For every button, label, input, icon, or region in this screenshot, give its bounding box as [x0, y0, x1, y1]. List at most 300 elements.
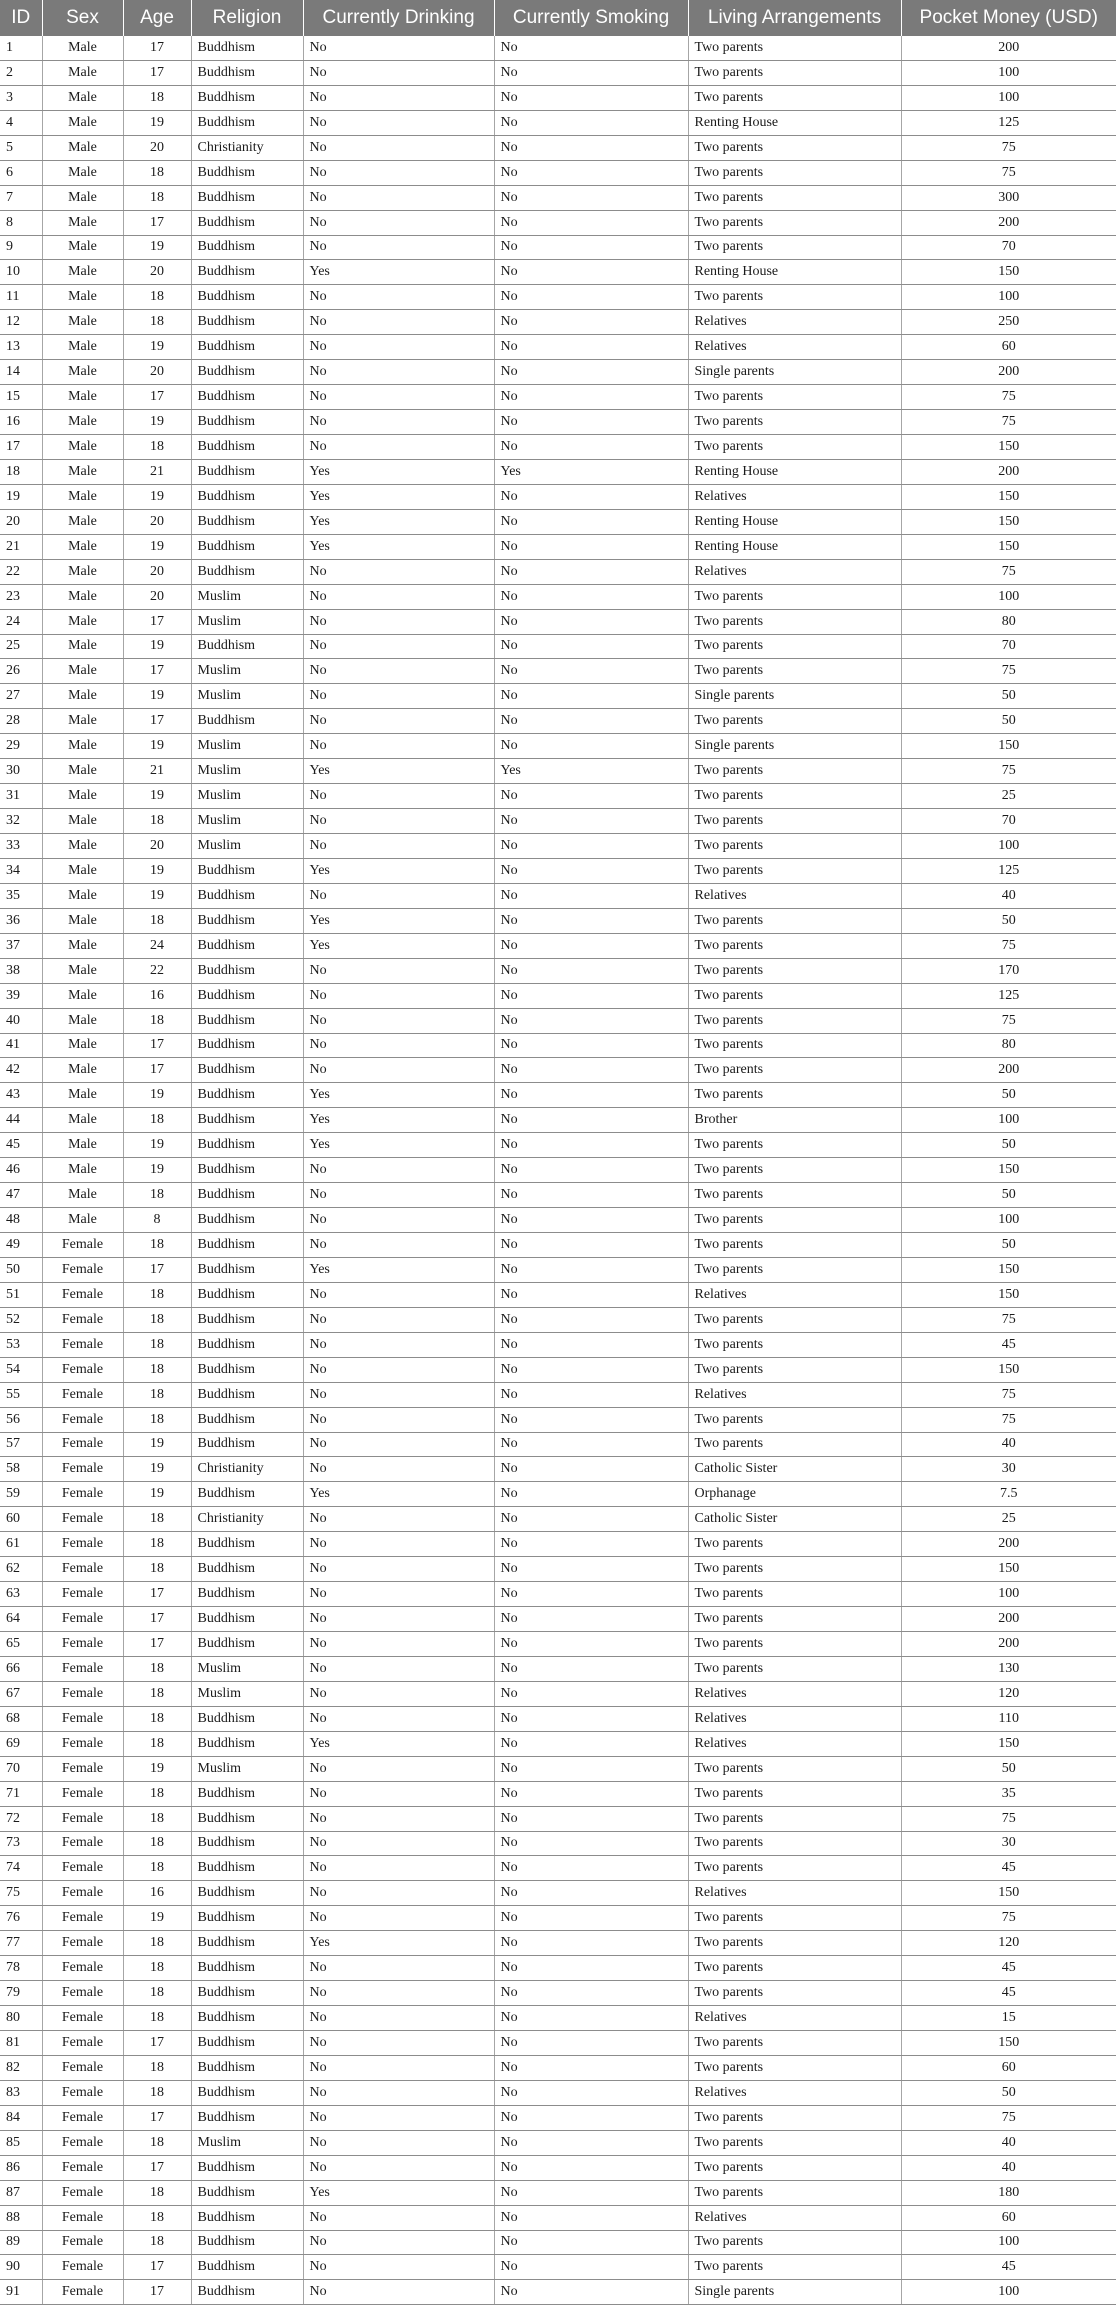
table-row [0, 1083, 1116, 1108]
cell-religion: Christianity [191, 1457, 303, 1482]
table-row [0, 1008, 1116, 1033]
cell-smoking: No [494, 1457, 688, 1482]
cell-sex: Male [42, 410, 123, 435]
cell-age: 18 [123, 435, 191, 460]
cell-drinking: No [303, 36, 494, 60]
cell-living: Two parents [688, 1058, 901, 1083]
table-row [0, 958, 1116, 983]
table-row [0, 1033, 1116, 1058]
cell-pocket-money: 40 [901, 2155, 1116, 2180]
table-row [0, 609, 1116, 634]
table-row [0, 1407, 1116, 1432]
cell-smoking: No [494, 1432, 688, 1457]
cell-age: 17 [123, 1607, 191, 1632]
cell-sex: Female [42, 2230, 123, 2255]
cell-pocket-money: 200 [901, 1058, 1116, 1083]
cell-sex: Female [42, 1607, 123, 1632]
cell-living: Relatives [688, 335, 901, 360]
cell-religion: Buddhism [191, 1282, 303, 1307]
cell-living: Two parents [688, 2105, 901, 2130]
cell-religion: Buddhism [191, 1806, 303, 1831]
cell-pocket-money: 70 [901, 634, 1116, 659]
cell-sex: Male [42, 534, 123, 559]
cell-smoking: No [494, 1033, 688, 1058]
cell-age: 17 [123, 1033, 191, 1058]
cell-pocket-money: 25 [901, 1507, 1116, 1532]
cell-id: 70 [0, 1756, 42, 1781]
table-row [0, 784, 1116, 809]
cell-id: 81 [0, 2031, 42, 2056]
cell-pocket-money: 50 [901, 709, 1116, 734]
table-row [0, 1956, 1116, 1981]
cell-smoking: No [494, 1656, 688, 1681]
cell-living: Two parents [688, 1432, 901, 1457]
cell-age: 18 [123, 2230, 191, 2255]
cell-pocket-money: 75 [901, 385, 1116, 410]
cell-sex: Female [42, 1881, 123, 1906]
cell-religion: Buddhism [191, 534, 303, 559]
cell-age: 19 [123, 858, 191, 883]
cell-age: 18 [123, 1108, 191, 1133]
table-row [0, 1781, 1116, 1806]
cell-drinking: No [303, 1158, 494, 1183]
table-row [0, 1158, 1116, 1183]
table-row [0, 1856, 1116, 1881]
table-row [0, 659, 1116, 684]
cell-age: 20 [123, 834, 191, 859]
cell-living: Two parents [688, 1931, 901, 1956]
cell-smoking: No [494, 1881, 688, 1906]
table-row [0, 435, 1116, 460]
cell-smoking: No [494, 410, 688, 435]
cell-sex: Male [42, 110, 123, 135]
cell-sex: Female [42, 1532, 123, 1557]
cell-pocket-money: 100 [901, 1108, 1116, 1133]
column-header-religion: Religion [191, 0, 303, 36]
cell-pocket-money: 30 [901, 1457, 1116, 1482]
cell-religion: Buddhism [191, 1831, 303, 1856]
cell-drinking: Yes [303, 484, 494, 509]
cell-smoking: No [494, 734, 688, 759]
cell-smoking: No [494, 1931, 688, 1956]
cell-sex: Male [42, 435, 123, 460]
cell-sex: Male [42, 310, 123, 335]
table-row [0, 933, 1116, 958]
cell-religion: Buddhism [191, 160, 303, 185]
cell-drinking: No [303, 809, 494, 834]
cell-drinking: No [303, 1781, 494, 1806]
table-row [0, 2055, 1116, 2080]
cell-drinking: No [303, 110, 494, 135]
cell-religion: Buddhism [191, 335, 303, 360]
cell-living: Two parents [688, 858, 901, 883]
cell-smoking: No [494, 310, 688, 335]
cell-sex: Male [42, 933, 123, 958]
cell-id: 11 [0, 285, 42, 310]
cell-drinking: No [303, 1357, 494, 1382]
cell-living: Brother [688, 1108, 901, 1133]
cell-drinking: No [303, 435, 494, 460]
cell-pocket-money: 60 [901, 2055, 1116, 2080]
cell-age: 18 [123, 185, 191, 210]
cell-smoking: No [494, 36, 688, 60]
cell-drinking: No [303, 2130, 494, 2155]
cell-pocket-money: 150 [901, 435, 1116, 460]
table-row [0, 85, 1116, 110]
cell-sex: Female [42, 2080, 123, 2105]
table-row [0, 210, 1116, 235]
cell-religion: Buddhism [191, 1781, 303, 1806]
cell-id: 37 [0, 933, 42, 958]
cell-drinking: Yes [303, 1482, 494, 1507]
cell-age: 18 [123, 1507, 191, 1532]
table-row [0, 2155, 1116, 2180]
cell-pocket-money: 200 [901, 1532, 1116, 1557]
table-row [0, 2180, 1116, 2205]
cell-religion: Buddhism [191, 1607, 303, 1632]
cell-religion: Buddhism [191, 310, 303, 335]
cell-pocket-money: 45 [901, 1856, 1116, 1881]
cell-age: 18 [123, 809, 191, 834]
cell-id: 44 [0, 1108, 42, 1133]
cell-drinking: No [303, 2105, 494, 2130]
cell-smoking: No [494, 2055, 688, 2080]
cell-living: Renting House [688, 534, 901, 559]
cell-religion: Buddhism [191, 1931, 303, 1956]
cell-religion: Buddhism [191, 2080, 303, 2105]
cell-living: Relatives [688, 883, 901, 908]
cell-pocket-money: 75 [901, 1407, 1116, 1432]
cell-drinking: Yes [303, 2180, 494, 2205]
cell-sex: Female [42, 2155, 123, 2180]
cell-smoking: No [494, 2230, 688, 2255]
cell-drinking: Yes [303, 1257, 494, 1282]
cell-sex: Female [42, 1756, 123, 1781]
cell-religion: Buddhism [191, 2006, 303, 2031]
cell-living: Orphanage [688, 1482, 901, 1507]
cell-religion: Buddhism [191, 2155, 303, 2180]
cell-id: 45 [0, 1133, 42, 1158]
cell-id: 13 [0, 335, 42, 360]
cell-pocket-money: 200 [901, 36, 1116, 60]
cell-age: 18 [123, 1282, 191, 1307]
cell-smoking: No [494, 435, 688, 460]
cell-id: 7 [0, 185, 42, 210]
cell-drinking: No [303, 2055, 494, 2080]
cell-age: 18 [123, 1731, 191, 1756]
cell-drinking: No [303, 1656, 494, 1681]
cell-smoking: No [494, 809, 688, 834]
table-row [0, 484, 1116, 509]
cell-sex: Female [42, 1307, 123, 1332]
cell-living: Two parents [688, 1307, 901, 1332]
cell-sex: Female [42, 1557, 123, 1582]
cell-drinking: No [303, 1457, 494, 1482]
cell-drinking: No [303, 60, 494, 85]
cell-pocket-money: 100 [901, 285, 1116, 310]
cell-age: 18 [123, 1656, 191, 1681]
cell-sex: Female [42, 1681, 123, 1706]
cell-id: 34 [0, 858, 42, 883]
cell-sex: Female [42, 1432, 123, 1457]
cell-pocket-money: 100 [901, 2230, 1116, 2255]
cell-sex: Female [42, 1457, 123, 1482]
table-row [0, 235, 1116, 260]
cell-smoking: No [494, 1681, 688, 1706]
cell-religion: Buddhism [191, 85, 303, 110]
cell-drinking: No [303, 1681, 494, 1706]
cell-smoking: No [494, 110, 688, 135]
cell-id: 71 [0, 1781, 42, 1806]
cell-religion: Buddhism [191, 1706, 303, 1731]
cell-sex: Male [42, 958, 123, 983]
cell-sex: Female [42, 2031, 123, 2056]
cell-living: Two parents [688, 2230, 901, 2255]
header-row [0, 0, 1116, 36]
cell-drinking: Yes [303, 858, 494, 883]
cell-age: 17 [123, 385, 191, 410]
cell-age: 19 [123, 410, 191, 435]
cell-drinking: No [303, 2155, 494, 2180]
cell-living: Two parents [688, 1856, 901, 1881]
cell-pocket-money: 45 [901, 1981, 1116, 2006]
cell-smoking: No [494, 858, 688, 883]
table-row [0, 1307, 1116, 1332]
cell-id: 60 [0, 1507, 42, 1532]
cell-smoking: No [494, 1981, 688, 2006]
cell-smoking: No [494, 1607, 688, 1632]
table-row [0, 809, 1116, 834]
cell-age: 19 [123, 1158, 191, 1183]
cell-id: 51 [0, 1282, 42, 1307]
table-row [0, 1731, 1116, 1756]
cell-religion: Buddhism [191, 2180, 303, 2205]
cell-religion: Buddhism [191, 1357, 303, 1382]
cell-id: 88 [0, 2205, 42, 2230]
cell-age: 18 [123, 2205, 191, 2230]
cell-pocket-money: 150 [901, 1282, 1116, 1307]
cell-living: Two parents [688, 834, 901, 859]
cell-smoking: No [494, 509, 688, 534]
cell-drinking: No [303, 410, 494, 435]
cell-smoking: No [494, 634, 688, 659]
cell-id: 14 [0, 360, 42, 385]
cell-smoking: No [494, 958, 688, 983]
cell-pocket-money: 125 [901, 110, 1116, 135]
cell-religion: Buddhism [191, 2031, 303, 2056]
cell-religion: Buddhism [191, 858, 303, 883]
cell-drinking: No [303, 1208, 494, 1233]
cell-religion: Buddhism [191, 1332, 303, 1357]
cell-drinking: No [303, 1233, 494, 1258]
table-row [0, 1607, 1116, 1632]
cell-id: 16 [0, 410, 42, 435]
cell-id: 65 [0, 1632, 42, 1657]
table-row [0, 1881, 1116, 1906]
cell-smoking: No [494, 1956, 688, 1981]
cell-smoking: No [494, 1532, 688, 1557]
cell-pocket-money: 70 [901, 809, 1116, 834]
cell-id: 84 [0, 2105, 42, 2130]
cell-pocket-money: 100 [901, 1208, 1116, 1233]
cell-living: Two parents [688, 1781, 901, 1806]
cell-drinking: No [303, 734, 494, 759]
cell-id: 75 [0, 1881, 42, 1906]
cell-smoking: Yes [494, 759, 688, 784]
cell-age: 18 [123, 1781, 191, 1806]
cell-pocket-money: 300 [901, 185, 1116, 210]
table-row [0, 1108, 1116, 1133]
cell-age: 20 [123, 559, 191, 584]
column-header-drinking: Currently Drinking [303, 0, 494, 36]
cell-pocket-money: 150 [901, 1881, 1116, 1906]
cell-religion: Buddhism [191, 410, 303, 435]
cell-smoking: No [494, 2255, 688, 2280]
cell-age: 18 [123, 1681, 191, 1706]
cell-sex: Male [42, 1033, 123, 1058]
cell-smoking: No [494, 135, 688, 160]
cell-living: Two parents [688, 210, 901, 235]
cell-age: 8 [123, 1208, 191, 1233]
cell-age: 18 [123, 85, 191, 110]
table-row [0, 559, 1116, 584]
cell-drinking: No [303, 135, 494, 160]
cell-living: Two parents [688, 1656, 901, 1681]
cell-living: Two parents [688, 709, 901, 734]
cell-id: 62 [0, 1557, 42, 1582]
cell-smoking: No [494, 1158, 688, 1183]
table-row [0, 2006, 1116, 2031]
cell-smoking: No [494, 1632, 688, 1657]
cell-living: Two parents [688, 1806, 901, 1831]
cell-smoking: No [494, 160, 688, 185]
cell-smoking: No [494, 1507, 688, 1532]
table-row [0, 1233, 1116, 1258]
table-row [0, 834, 1116, 859]
cell-religion: Buddhism [191, 1233, 303, 1258]
cell-pocket-money: 125 [901, 983, 1116, 1008]
cell-smoking: No [494, 1706, 688, 1731]
cell-living: Relatives [688, 1681, 901, 1706]
cell-drinking: No [303, 1981, 494, 2006]
cell-id: 57 [0, 1432, 42, 1457]
cell-drinking: No [303, 1906, 494, 1931]
cell-religion: Buddhism [191, 1033, 303, 1058]
cell-living: Two parents [688, 36, 901, 60]
cell-id: 25 [0, 634, 42, 659]
table-row [0, 2205, 1116, 2230]
cell-smoking: No [494, 85, 688, 110]
cell-pocket-money: 100 [901, 2280, 1116, 2305]
table-row [0, 1382, 1116, 1407]
cell-sex: Male [42, 1158, 123, 1183]
cell-drinking: No [303, 1856, 494, 1881]
cell-id: 39 [0, 983, 42, 1008]
cell-living: Two parents [688, 1956, 901, 1981]
table-row [0, 1058, 1116, 1083]
cell-id: 73 [0, 1831, 42, 1856]
table-row [0, 459, 1116, 484]
cell-sex: Male [42, 858, 123, 883]
cell-sex: Male [42, 584, 123, 609]
cell-age: 19 [123, 335, 191, 360]
cell-age: 18 [123, 2055, 191, 2080]
cell-smoking: No [494, 1108, 688, 1133]
cell-pocket-money: 45 [901, 1332, 1116, 1357]
cell-pocket-money: 75 [901, 933, 1116, 958]
cell-smoking: No [494, 1083, 688, 1108]
cell-religion: Buddhism [191, 1008, 303, 1033]
cell-smoking: No [494, 1482, 688, 1507]
cell-pocket-money: 75 [901, 2105, 1116, 2130]
cell-living: Two parents [688, 1981, 901, 2006]
cell-id: 79 [0, 1981, 42, 2006]
cell-age: 18 [123, 1307, 191, 1332]
cell-sex: Male [42, 235, 123, 260]
cell-living: Relatives [688, 484, 901, 509]
cell-living: Two parents [688, 634, 901, 659]
table-row [0, 2031, 1116, 2056]
cell-smoking: No [494, 60, 688, 85]
cell-drinking: Yes [303, 1931, 494, 1956]
cell-smoking: No [494, 1806, 688, 1831]
table-row [0, 1482, 1116, 1507]
cell-living: Single parents [688, 360, 901, 385]
cell-id: 18 [0, 459, 42, 484]
cell-age: 17 [123, 2280, 191, 2305]
cell-religion: Buddhism [191, 559, 303, 584]
cell-drinking: No [303, 1307, 494, 1332]
table-row [0, 1656, 1116, 1681]
cell-id: 78 [0, 1956, 42, 1981]
cell-religion: Buddhism [191, 1257, 303, 1282]
cell-pocket-money: 50 [901, 1233, 1116, 1258]
cell-pocket-money: 150 [901, 509, 1116, 534]
table-row [0, 858, 1116, 883]
table-row [0, 734, 1116, 759]
cell-sex: Female [42, 1582, 123, 1607]
cell-living: Two parents [688, 1532, 901, 1557]
cell-religion: Buddhism [191, 1731, 303, 1756]
cell-sex: Male [42, 809, 123, 834]
cell-pocket-money: 150 [901, 2031, 1116, 2056]
cell-id: 90 [0, 2255, 42, 2280]
cell-religion: Buddhism [191, 1632, 303, 1657]
cell-drinking: No [303, 609, 494, 634]
cell-sex: Male [42, 385, 123, 410]
cell-living: Two parents [688, 1407, 901, 1432]
table-row [0, 110, 1116, 135]
cell-age: 18 [123, 908, 191, 933]
cell-id: 85 [0, 2130, 42, 2155]
cell-sex: Male [42, 1208, 123, 1233]
cell-religion: Buddhism [191, 285, 303, 310]
cell-living: Catholic Sister [688, 1457, 901, 1482]
cell-id: 76 [0, 1906, 42, 1931]
cell-id: 33 [0, 834, 42, 859]
cell-religion: Buddhism [191, 634, 303, 659]
table-row [0, 1756, 1116, 1781]
cell-drinking: Yes [303, 1108, 494, 1133]
cell-id: 2 [0, 60, 42, 85]
cell-drinking: No [303, 958, 494, 983]
cell-pocket-money: 150 [901, 734, 1116, 759]
cell-living: Two parents [688, 809, 901, 834]
cell-age: 18 [123, 1407, 191, 1432]
cell-age: 18 [123, 1357, 191, 1382]
cell-smoking: No [494, 1008, 688, 1033]
cell-pocket-money: 35 [901, 1781, 1116, 1806]
